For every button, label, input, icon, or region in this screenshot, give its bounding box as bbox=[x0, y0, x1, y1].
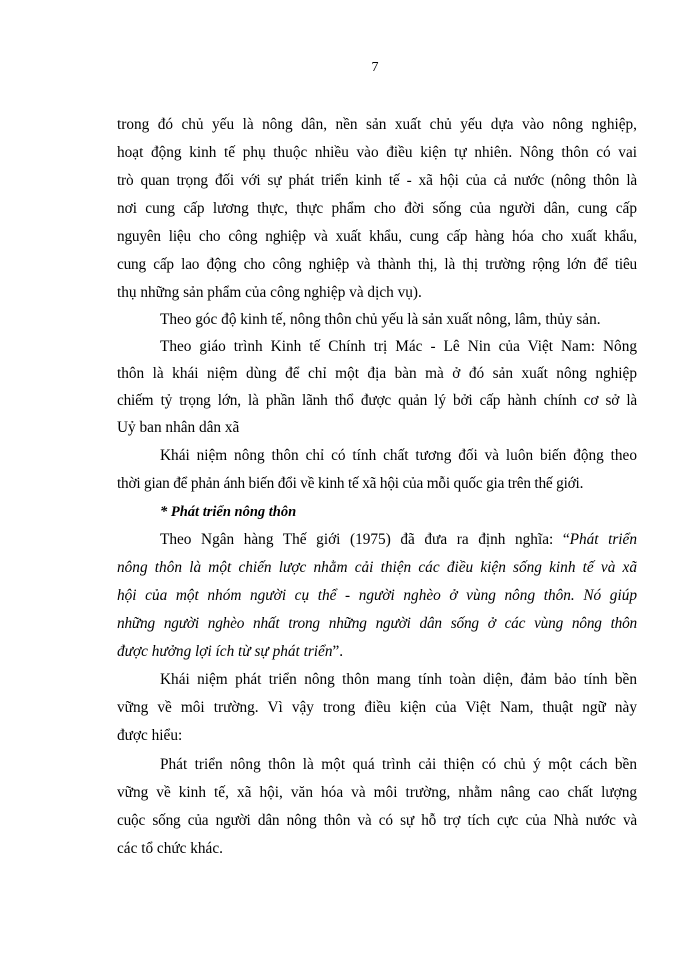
paragraph-3-line-2: thôn là khái niệm dùng để chỉ một địa bàn mà ở đó sản xuất nông nghiệp bbox=[117, 365, 637, 382]
paragraph-2-line-1: Theo góc độ kinh tế, nông thôn chủ yếu là sản xuất nông, lâm, thủy sản. bbox=[160, 311, 601, 328]
paragraph-5-line-1 bbox=[160, 530, 637, 550]
paragraph-3-line-3: chiếm tỷ trọng lớn, là phần lãnh thổ được quản lý bởi cấp hành chính cơ sở là bbox=[117, 392, 637, 409]
paragraph-6-line-3: được hiểu: bbox=[117, 727, 183, 744]
quote-intro: Theo Ngân hàng Thế giới (1975) đã đưa ra định nghĩa: “ bbox=[160, 531, 570, 548]
paragraph-5-line-5 bbox=[117, 642, 637, 662]
paragraph-5-line-3: hội của một nhóm người cụ thể - người nghèo ở vùng nông thôn. Nó giúp bbox=[117, 587, 637, 604]
paragraph-7-line-1: Phát triển nông thôn là một quá trình cải thiện có chủ ý một cách bền bbox=[160, 756, 637, 773]
paragraph-1-line-2: hoạt động kinh tế phụ thuộc nhiều vào điều kiện tự nhiên. Nông thôn có vai bbox=[117, 144, 637, 161]
paragraph-1-line-3: trò quan trọng đối với sự phát triển kinh tế - xã hội của cả nước (nông thôn là bbox=[117, 172, 637, 189]
section-heading: * Phát triển nông thôn bbox=[160, 504, 297, 520]
page-number: 7 bbox=[371, 60, 379, 75]
paragraph-7-line-3: cuộc sống của người dân nông thôn và có sự hỗ trợ tích cực của Nhà nước và bbox=[117, 812, 637, 829]
paragraph-6-line-2: vững về môi trường. Vì vậy trong điều kiện của Việt Nam, thuật ngữ này bbox=[117, 699, 637, 716]
paragraph-4-line-2: thời gian để phản ánh biến đổi về kinh tế xã hội của mỗi quốc gia trên thế giới. bbox=[117, 475, 584, 492]
paragraph-3-line-4: Uỷ ban nhân dân xã bbox=[117, 419, 240, 436]
paragraph-1-line-1: trong đó chủ yếu là nông dân, nền sản xuất chủ yếu dựa vào nông nghiệp, bbox=[117, 116, 637, 133]
paragraph-5-line-2: nông thôn là một chiến lược nhằm cải thiện các điều kiện sống kinh tế và xã bbox=[117, 559, 637, 576]
paragraph-3-line-1: Theo giáo trình Kinh tế Chính trị Mác - Lê Nin của Việt Nam: Nông bbox=[160, 338, 637, 355]
paragraph-6-line-1: Khái niệm phát triển nông thôn mang tính toàn diện, đảm bảo tính bền bbox=[160, 671, 637, 688]
paragraph-4-line-1: Khái niệm nông thôn chỉ có tính chất tương đối và luôn biến động theo bbox=[160, 447, 637, 464]
quote-close: ”. bbox=[332, 643, 344, 660]
paragraph-7-line-4: các tổ chức khác. bbox=[117, 840, 223, 857]
paragraph-5-line-4: những người nghèo nhất trong những người dân sống ở các vùng nông thôn bbox=[117, 615, 637, 632]
paragraph-1-line-7: thụ những sản phẩm của công nghiệp và dịch vụ). bbox=[117, 284, 422, 301]
paragraph-1-line-5: nguyên liệu cho công nghiệp và xuất khẩu, cung cấp hàng hóa cho xuất khẩu, bbox=[117, 228, 637, 245]
paragraph-1-line-6: cung cấp lao động cho công nghiệp và thành thị, là thị trường rộng lớn để tiêu bbox=[117, 256, 637, 273]
quote-start: Phát triển bbox=[569, 531, 637, 548]
paragraph-7-line-2: vững về kinh tế, xã hội, văn hóa và môi trường, nhằm nâng cao chất lượng bbox=[117, 784, 637, 801]
quote-end: được hưởng lợi ích từ sự phát triển bbox=[117, 643, 333, 660]
paragraph-1-line-4: nơi cung cấp lương thực, thực phẩm cho đời sống của người dân, cung cấp bbox=[117, 200, 637, 217]
